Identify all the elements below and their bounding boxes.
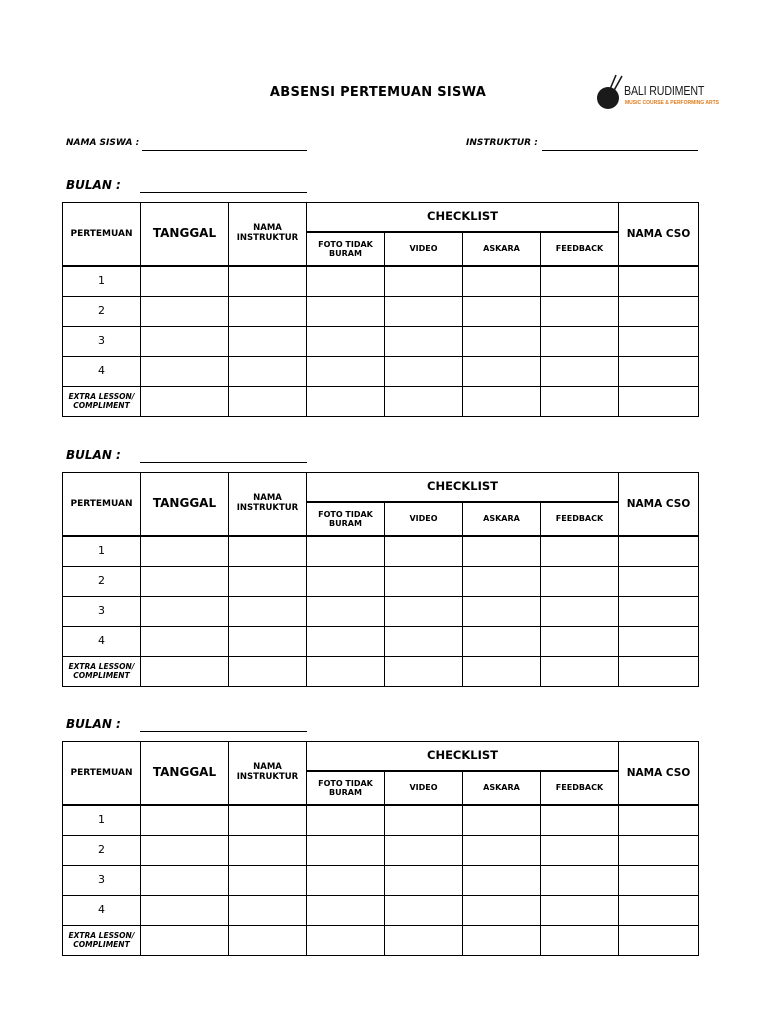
header-feedback: FEEDBACK <box>541 502 619 536</box>
entry-cell[interactable] <box>229 657 307 687</box>
entry-cell[interactable] <box>307 357 385 387</box>
entry-cell[interactable] <box>463 387 541 417</box>
table-row <box>63 866 699 896</box>
entry-cell[interactable] <box>385 297 463 327</box>
entry-cell[interactable] <box>229 297 307 327</box>
entry-cell[interactable] <box>141 836 229 866</box>
entry-cell[interactable] <box>229 866 307 896</box>
entry-cell[interactable] <box>463 657 541 687</box>
entry-cell[interactable] <box>619 387 699 417</box>
entry-cell[interactable] <box>541 926 619 956</box>
entry-cell[interactable] <box>229 597 307 627</box>
bulan-label: BULAN : <box>66 717 121 731</box>
entry-cell[interactable] <box>229 567 307 597</box>
entry-cell[interactable] <box>541 866 619 896</box>
instruktur-field[interactable] <box>542 150 698 151</box>
entry-cell[interactable] <box>541 597 619 627</box>
company-logo <box>596 74 719 112</box>
entry-cell[interactable] <box>385 866 463 896</box>
header-pertemuan: PERTEMUAN <box>63 203 141 267</box>
table-row <box>63 266 699 297</box>
pertemuan-number: 2 <box>63 836 141 866</box>
entry-cell[interactable] <box>229 357 307 387</box>
entry-cell[interactable] <box>463 805 541 836</box>
entry-cell[interactable] <box>141 536 229 567</box>
bulan-field[interactable] <box>140 731 307 732</box>
pertemuan-number: 3 <box>63 327 141 357</box>
table-row <box>63 297 699 327</box>
entry-cell[interactable] <box>463 297 541 327</box>
entry-cell[interactable] <box>385 805 463 836</box>
entry-cell[interactable] <box>541 266 619 297</box>
entry-cell[interactable] <box>141 567 229 597</box>
table-row <box>63 896 699 926</box>
entry-cell[interactable] <box>307 836 385 866</box>
entry-cell[interactable] <box>141 805 229 836</box>
extra-lesson-label: EXTRA LESSON/ COMPLIMENT <box>63 657 141 687</box>
entry-cell[interactable] <box>463 357 541 387</box>
header-askara: ASKARA <box>463 232 541 266</box>
header-checklist: CHECKLIST <box>307 473 619 503</box>
pertemuan-number: 1 <box>63 536 141 567</box>
pertemuan-number: 1 <box>63 266 141 297</box>
entry-cell[interactable] <box>385 926 463 956</box>
entry-cell[interactable] <box>619 926 699 956</box>
entry-cell[interactable] <box>619 627 699 657</box>
entry-cell[interactable] <box>541 567 619 597</box>
entry-cell[interactable] <box>229 805 307 836</box>
entry-cell[interactable] <box>307 327 385 357</box>
entry-cell[interactable] <box>229 327 307 357</box>
logo-tagline: MUSIC COURSE & PERFORMING ARTS <box>625 100 719 106</box>
entry-cell[interactable] <box>619 657 699 687</box>
entry-cell[interactable] <box>229 836 307 866</box>
pertemuan-number: 3 <box>63 597 141 627</box>
bulan-label: BULAN : <box>66 448 121 462</box>
entry-cell[interactable] <box>141 866 229 896</box>
entry-cell[interactable] <box>229 536 307 567</box>
entry-cell[interactable] <box>385 657 463 687</box>
entry-cell[interactable] <box>141 266 229 297</box>
entry-cell[interactable] <box>307 627 385 657</box>
entry-cell[interactable] <box>463 926 541 956</box>
entry-cell[interactable] <box>229 896 307 926</box>
entry-cell[interactable] <box>141 357 229 387</box>
nama-siswa-field[interactable] <box>142 150 307 151</box>
entry-cell[interactable] <box>541 327 619 357</box>
entry-cell[interactable] <box>141 597 229 627</box>
entry-cell[interactable] <box>307 805 385 836</box>
header-video: VIDEO <box>385 771 463 805</box>
entry-cell[interactable] <box>619 866 699 896</box>
header-feedback: FEEDBACK <box>541 232 619 266</box>
header-nama-cso: NAMA CSO <box>619 203 699 267</box>
header-checklist: CHECKLIST <box>307 742 619 772</box>
entry-cell[interactable] <box>385 327 463 357</box>
entry-cell[interactable] <box>229 387 307 417</box>
pertemuan-number: 4 <box>63 896 141 926</box>
entry-cell[interactable] <box>141 627 229 657</box>
attendance-table <box>62 741 699 956</box>
pertemuan-number: 4 <box>63 627 141 657</box>
entry-cell[interactable] <box>307 597 385 627</box>
table-row <box>63 627 699 657</box>
pertemuan-number: 1 <box>63 805 141 836</box>
pertemuan-number: 2 <box>63 297 141 327</box>
entry-cell[interactable] <box>385 266 463 297</box>
header-video: VIDEO <box>385 502 463 536</box>
entry-cell[interactable] <box>619 327 699 357</box>
header-pertemuan: PERTEMUAN <box>63 742 141 806</box>
table-row <box>63 387 699 417</box>
header-foto-tidak-buram: FOTO TIDAK BURAM <box>307 502 385 536</box>
entry-cell[interactable] <box>307 567 385 597</box>
bulan-field[interactable] <box>140 462 307 463</box>
table-row <box>63 805 699 836</box>
entry-cell[interactable] <box>541 896 619 926</box>
entry-cell[interactable] <box>541 805 619 836</box>
entry-cell[interactable] <box>463 866 541 896</box>
entry-cell[interactable] <box>307 297 385 327</box>
entry-cell[interactable] <box>619 297 699 327</box>
table-row <box>63 327 699 357</box>
header-checklist: CHECKLIST <box>307 203 619 233</box>
entry-cell[interactable] <box>141 327 229 357</box>
entry-cell[interactable] <box>541 536 619 567</box>
entry-cell[interactable] <box>463 327 541 357</box>
entry-cell[interactable] <box>463 567 541 597</box>
entry-cell[interactable] <box>141 297 229 327</box>
entry-cell[interactable] <box>307 866 385 896</box>
entry-cell[interactable] <box>463 836 541 866</box>
nama-siswa-label: NAMA SISWA : <box>66 138 140 148</box>
entry-cell[interactable] <box>229 266 307 297</box>
entry-cell[interactable] <box>307 387 385 417</box>
entry-cell[interactable] <box>307 536 385 567</box>
entry-cell[interactable] <box>141 896 229 926</box>
entry-cell[interactable] <box>385 536 463 567</box>
attendance-table <box>62 472 699 687</box>
entry-cell[interactable] <box>619 536 699 567</box>
entry-cell[interactable] <box>307 266 385 297</box>
table-row <box>63 836 699 866</box>
entry-cell[interactable] <box>229 926 307 956</box>
entry-cell[interactable] <box>541 627 619 657</box>
header-nama-cso: NAMA CSO <box>619 742 699 806</box>
bulan-field[interactable] <box>140 192 307 193</box>
instruktur-label: INSTRUKTUR : <box>466 138 538 148</box>
header-tanggal: TANGGAL <box>141 473 229 537</box>
entry-cell[interactable] <box>385 836 463 866</box>
entry-cell[interactable] <box>541 657 619 687</box>
header-feedback: FEEDBACK <box>541 771 619 805</box>
entry-cell[interactable] <box>385 627 463 657</box>
header-nama-instruktur: NAMA INSTRUKTUR <box>229 473 307 537</box>
entry-cell[interactable] <box>619 266 699 297</box>
entry-cell[interactable] <box>141 926 229 956</box>
entry-cell[interactable] <box>541 297 619 327</box>
entry-cell[interactable] <box>619 567 699 597</box>
entry-cell[interactable] <box>619 836 699 866</box>
header-video: VIDEO <box>385 232 463 266</box>
entry-cell[interactable] <box>463 896 541 926</box>
entry-cell[interactable] <box>385 896 463 926</box>
entry-cell[interactable] <box>619 805 699 836</box>
header-askara: ASKARA <box>463 771 541 805</box>
bulan-label: BULAN : <box>66 178 121 192</box>
extra-lesson-label: EXTRA LESSON/ COMPLIMENT <box>63 387 141 417</box>
header-askara: ASKARA <box>463 502 541 536</box>
entry-cell[interactable] <box>385 567 463 597</box>
header-foto-tidak-buram: FOTO TIDAK BURAM <box>307 232 385 266</box>
entry-cell[interactable] <box>463 266 541 297</box>
pertemuan-number: 3 <box>63 866 141 896</box>
header-tanggal: TANGGAL <box>141 203 229 267</box>
entry-cell[interactable] <box>141 657 229 687</box>
table-row <box>63 357 699 387</box>
entry-cell[interactable] <box>619 357 699 387</box>
entry-cell[interactable] <box>619 896 699 926</box>
table-row <box>63 657 699 687</box>
header-nama-instruktur: NAMA INSTRUKTUR <box>229 203 307 267</box>
pertemuan-number: 4 <box>63 357 141 387</box>
entry-cell[interactable] <box>463 597 541 627</box>
entry-cell[interactable] <box>307 926 385 956</box>
entry-cell[interactable] <box>385 357 463 387</box>
table-row <box>63 536 699 567</box>
pertemuan-number: 2 <box>63 567 141 597</box>
logo-name: BALI RUDIMENT <box>624 83 705 98</box>
table-row <box>63 926 699 956</box>
extra-lesson-label: EXTRA LESSON/ COMPLIMENT <box>63 926 141 956</box>
entry-cell[interactable] <box>541 836 619 866</box>
header-nama-cso: NAMA CSO <box>619 473 699 537</box>
entry-cell[interactable] <box>141 387 229 417</box>
entry-cell[interactable] <box>307 896 385 926</box>
header-tanggal: TANGGAL <box>141 742 229 806</box>
header-nama-instruktur: NAMA INSTRUKTUR <box>229 742 307 806</box>
drum-logo-icon <box>596 74 626 112</box>
entry-cell[interactable] <box>541 387 619 417</box>
header-pertemuan: PERTEMUAN <box>63 473 141 537</box>
entry-cell[interactable] <box>541 357 619 387</box>
entry-cell[interactable] <box>229 627 307 657</box>
page-title: ABSENSI PERTEMUAN SISWA <box>269 85 487 100</box>
table-row <box>63 567 699 597</box>
entry-cell[interactable] <box>463 627 541 657</box>
entry-cell[interactable] <box>385 387 463 417</box>
table-row <box>63 597 699 627</box>
attendance-table <box>62 202 699 417</box>
header-foto-tidak-buram: FOTO TIDAK BURAM <box>307 771 385 805</box>
entry-cell[interactable] <box>307 657 385 687</box>
entry-cell[interactable] <box>463 536 541 567</box>
entry-cell[interactable] <box>619 597 699 627</box>
entry-cell[interactable] <box>385 597 463 627</box>
